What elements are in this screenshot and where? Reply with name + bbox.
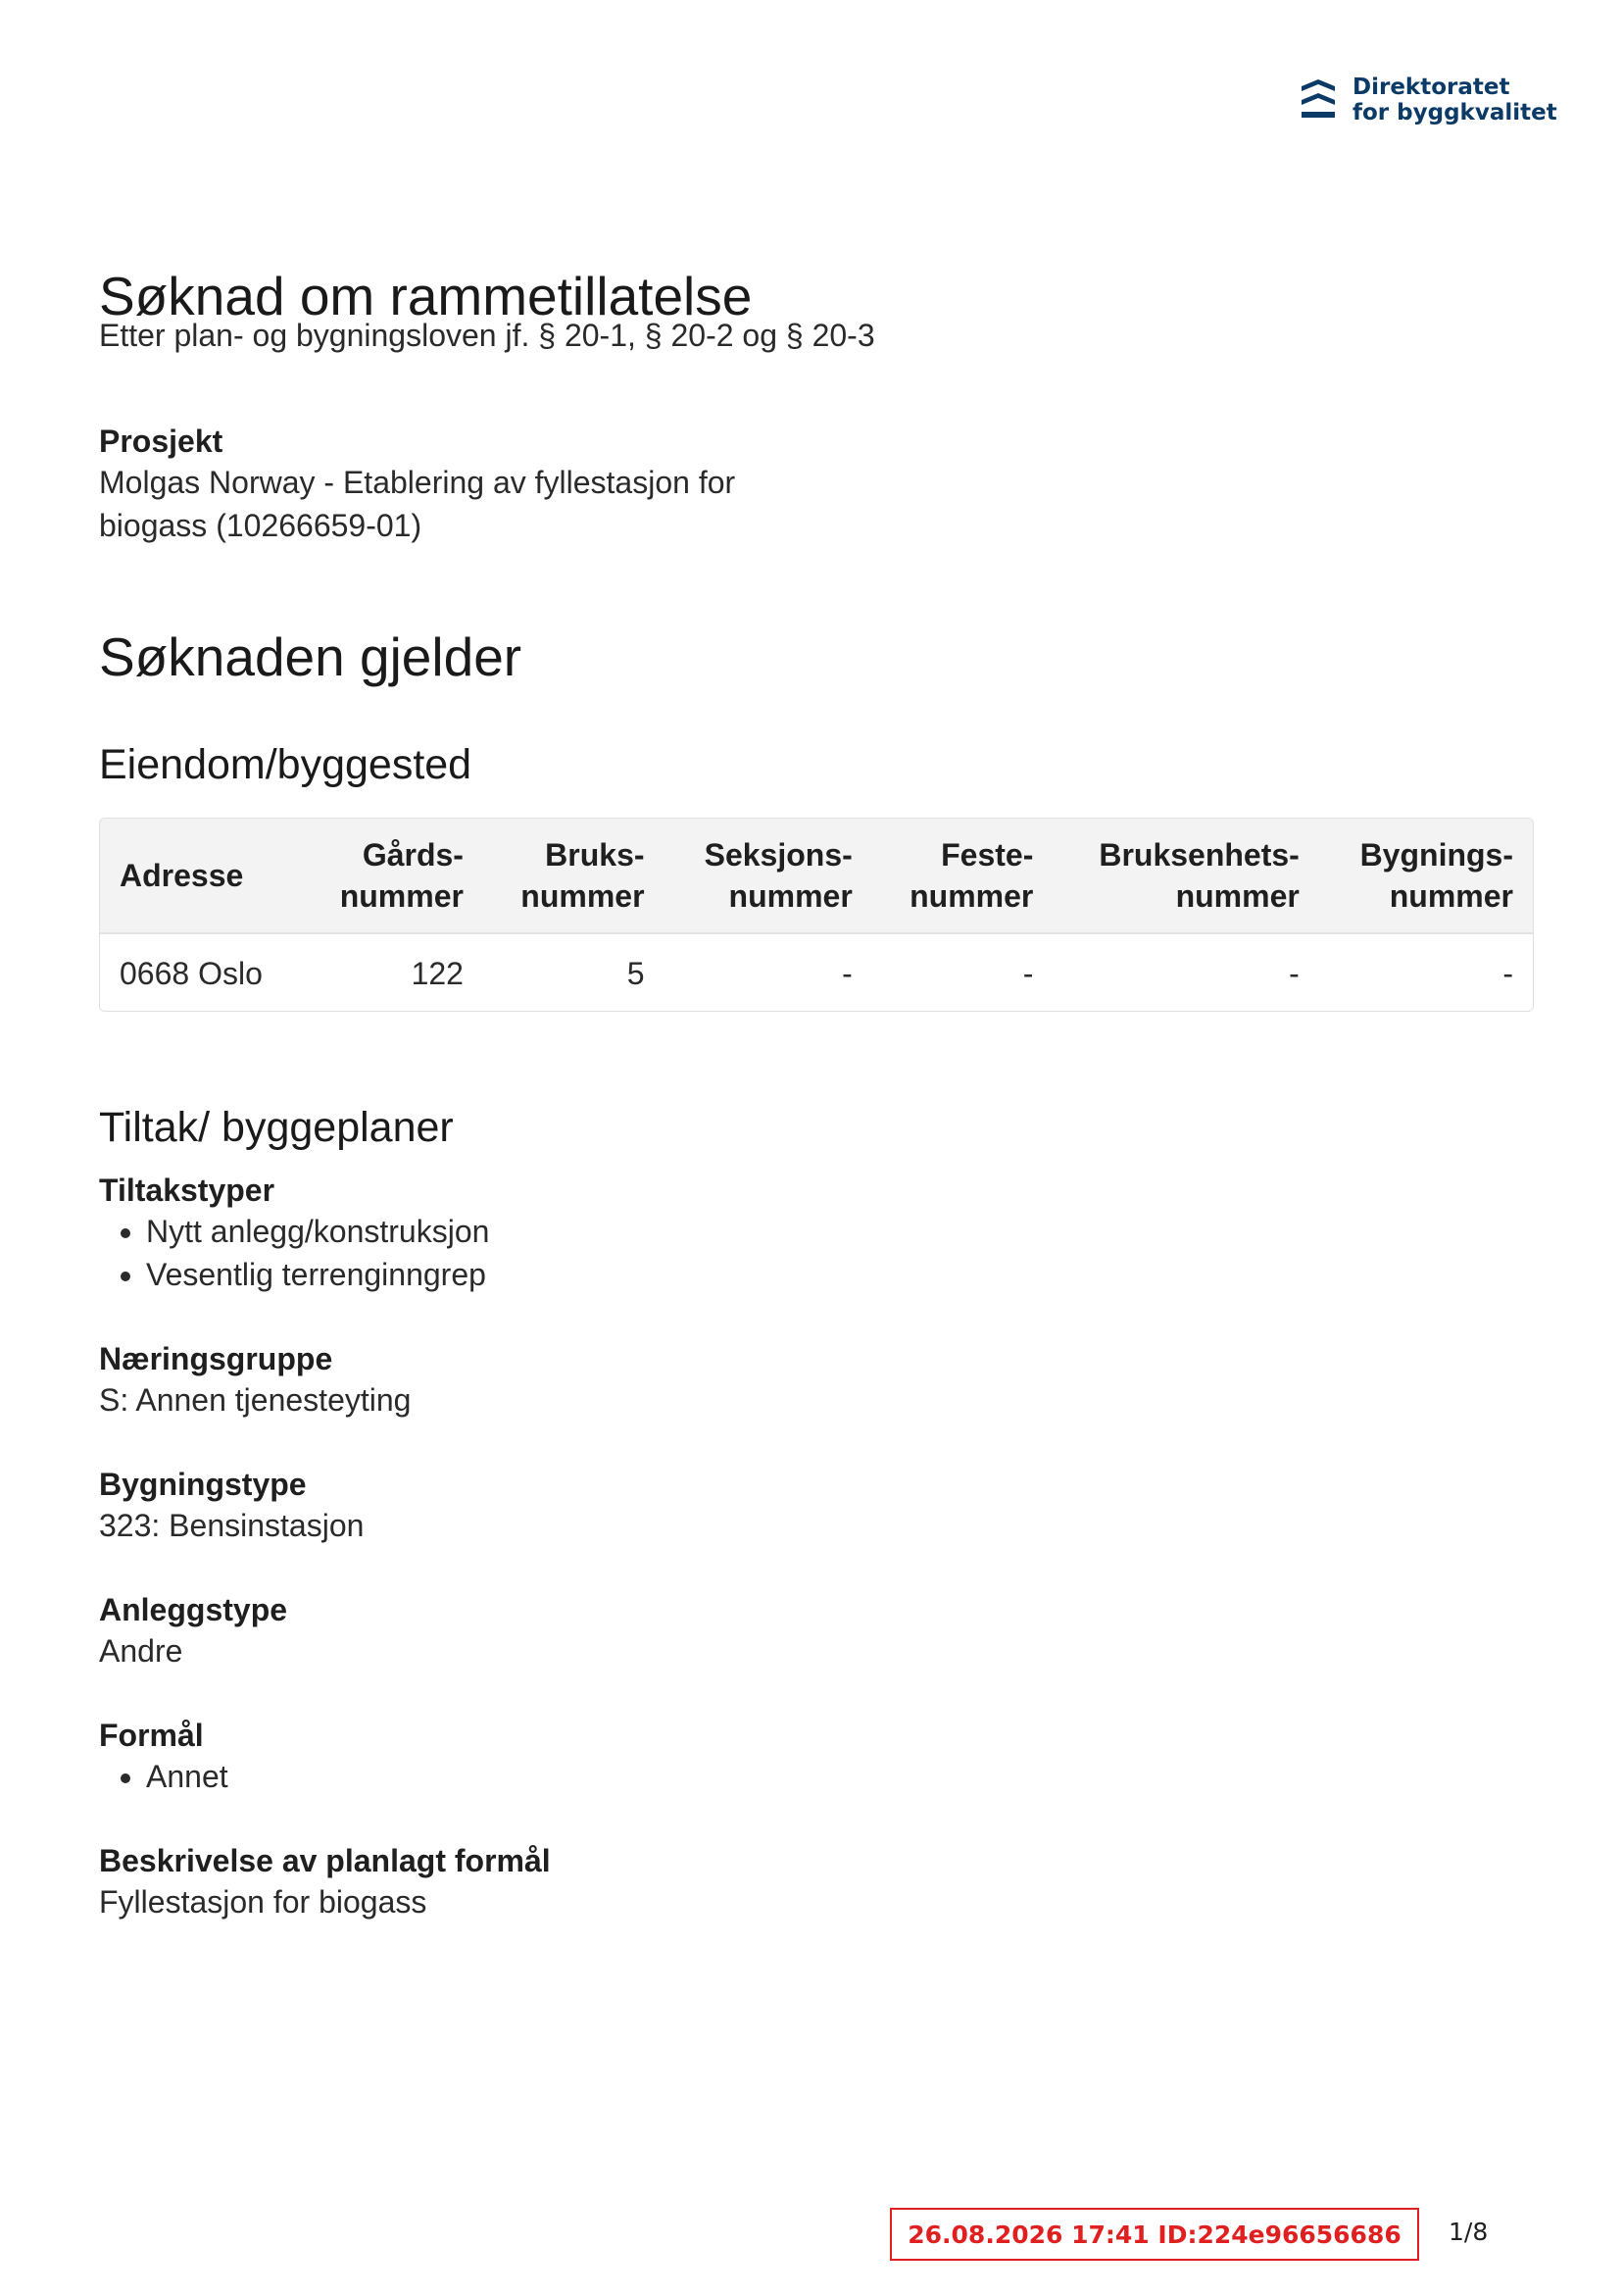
cell-adresse: 0668 Oslo xyxy=(120,956,263,991)
formal-field xyxy=(99,1716,1534,1798)
table-row xyxy=(100,934,1533,1011)
logo-line-2: for byggkvalitet xyxy=(1352,100,1557,125)
column-header: Bygnings- nummer xyxy=(1319,819,1533,934)
cell-festenummer: - xyxy=(1022,956,1034,991)
page-number: 1/8 xyxy=(1449,2218,1489,2246)
tiltakstyper-field xyxy=(99,1171,1534,1296)
document-subtitle: Etter plan- og bygningsloven jf. § 20-1, § 20-2 og § 20-3 xyxy=(99,318,875,353)
column-header: Bruksenhets- nummer xyxy=(1053,819,1318,934)
project-value: Molgas Norway - Etablering av fyllestasjon for biogass (10266659-01) xyxy=(99,465,736,543)
timestamp-id-stamp: 26.08.2026 17:41 ID:224e96656686 xyxy=(890,2208,1419,2261)
tiltakstyper-label: Tiltakstyper xyxy=(99,1173,275,1208)
document-content xyxy=(99,267,1534,1923)
formal-list xyxy=(99,1755,1534,1798)
naeringsgruppe-label: Næringsgruppe xyxy=(99,1341,333,1376)
cell-bygningsnummer: - xyxy=(1502,956,1513,991)
anleggstype-field xyxy=(99,1590,1534,1672)
beskrivelse-value: Fyllestasjon for biogass xyxy=(99,1884,427,1920)
property-heading: Eiendom/byggested xyxy=(99,741,472,788)
section-title: Søknaden gjelder xyxy=(99,626,522,687)
cell-seksjonsnummer: - xyxy=(842,956,853,991)
anleggstype-value: Andre xyxy=(99,1633,183,1669)
logo-line-1: Direktoratet xyxy=(1352,75,1510,100)
tiltakstyper-list xyxy=(99,1210,1534,1296)
measures-heading: Tiltak/ byggeplaner xyxy=(99,1104,454,1151)
dibk-logo xyxy=(1300,75,1557,125)
anleggstype-label: Anleggstype xyxy=(99,1592,288,1627)
column-header: Adresse xyxy=(100,819,302,934)
bygningstype-field xyxy=(99,1465,1534,1547)
list-item: • Annet xyxy=(146,1755,1534,1798)
project-label: Prosjekt xyxy=(99,424,223,459)
formal-label: Formål xyxy=(99,1718,204,1753)
logo-text xyxy=(1352,75,1557,125)
cell-bruksenhetsnummer: - xyxy=(1289,956,1300,991)
column-header: Feste- nummer xyxy=(872,819,1054,934)
beskrivelse-label: Beskrivelse av planlagt formål xyxy=(99,1843,551,1878)
bygningstype-label: Bygningstype xyxy=(99,1467,307,1502)
bygningstype-value: 323: Bensinstasjon xyxy=(99,1508,365,1543)
naeringsgruppe-field xyxy=(99,1339,1534,1422)
document-title: Søknad om rammetillatelse xyxy=(99,266,753,326)
column-header: Seksjons- nummer xyxy=(664,819,872,934)
cell-gardsnummer: 122 xyxy=(411,956,464,991)
dibk-logo-icon xyxy=(1300,76,1337,124)
cell-bruksnummer: 5 xyxy=(626,956,645,991)
table-header-row xyxy=(100,819,1533,934)
project-block xyxy=(99,422,1534,547)
beskrivelse-field xyxy=(99,1841,1534,1923)
naeringsgruppe-value: S: Annen tjenesteyting xyxy=(99,1382,412,1418)
property-table xyxy=(99,818,1534,1012)
column-header: Bruks- nummer xyxy=(483,819,664,934)
list-item: • Nytt anlegg/konstruksjon xyxy=(146,1210,1534,1253)
column-header: Gårds- nummer xyxy=(302,819,483,934)
list-item: • Vesentlig terrenginngrep xyxy=(146,1253,1534,1296)
